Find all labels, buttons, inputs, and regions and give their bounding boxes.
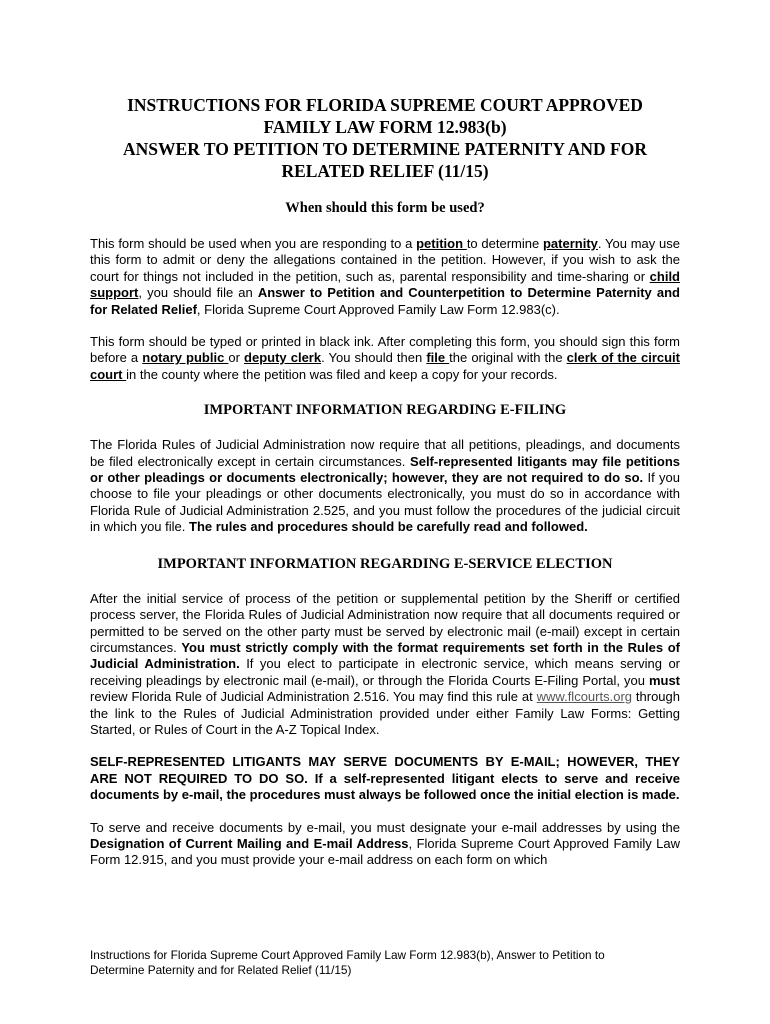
document-title	[90, 94, 680, 182]
eservice-heading: IMPORTANT INFORMATION REGARDING E-SERVICE ELECTION	[157, 555, 613, 572]
clerk-term: clerk of the circuit court	[90, 350, 680, 382]
footer-line-2: Determine Paternity and for Related Relief (11/15)	[90, 963, 352, 977]
eservice-paragraph-1: After the initial service of process of the petition or supplemental petition by the Sheriff or certified process server, the Florida Rules of Judicial Administration now require that all documents required or permitted to be served on the other party must be served by electronic mail (e-mail) except in certain circumstances. You must strictly comply with the format requirements set forth in the Rules of Judicial Administration. If you elect to participate in electronic service, which means serving or receiving pleadings by electronic mail (e-mail), or through the Florida Courts E-Filing Portal, you must review Florida Rule of Judicial Administration 2.516. You may find this rule at www.flcourts.org through the link to the Rules of Judicial Administration provided under either Family Law Forms: Getting Started, or Rules of Court in the A-Z Topical Index.	[90, 590, 681, 737]
file-term: file	[426, 350, 450, 366]
when-paragraph-2: This form should be typed or printed in black ink. After completing this form, you should sign this form before a notary public or deputy clerk. You should then file the original with the clerk of the circuit court in the county where the petition was filed and keep a copy for your records.	[90, 334, 680, 382]
title-line-1: INSTRUCTIONS FOR FLORIDA SUPREME COURT APPROVED	[127, 95, 643, 115]
document-page	[90, 94, 680, 869]
flcourts-link[interactable]: www.flcourts.org	[536, 689, 633, 705]
efiling-paragraph: The Florida Rules of Judicial Administration now require that all petitions, pleadings, and documents be filed electronically except in certain circumstances. Self-represented litigants may file petitions or other pleadings or documents electronically; however, they are not required to do so. If you choose to file your pleadings or other documents electronically, you must do so in accordance with Florida Rule of Judicial Administration 2.525, and you must follow the procedures of the judicial circuit in which you file. The rules and procedures should be carefully read and followed.	[90, 437, 680, 535]
when-paragraph-1: This form should be used when you are responding to a petition to determine paternity. You may use this form to admit or deny the allegations contained in the petition. However, if you wish to ask the court for things not included in the petition, such as, parental responsibility and time-sharing or child support, you should file an Answer to Petition and Counterpetition to Determine Paternity and for Related Relief, Florida Supreme Court Approved Family Law Form 12.983(c).	[90, 236, 681, 317]
when-heading: When should this form be used?	[285, 200, 485, 216]
title-line-4: RELATED RELIEF (11/15)	[281, 161, 489, 181]
eservice-paragraph-3: To serve and receive documents by e-mail, you must designate your e-mail addresses by using the Designation of Current Mailing and E-mail Address, Florida Supreme Court Approved Family Law Form 12.915, and you must provide your e-mail address on each form on which	[90, 819, 680, 868]
title-line-2: FAMILY LAW FORM 12.983(b)	[263, 117, 507, 137]
notary-public-term: notary public	[142, 350, 229, 366]
paternity-term: paternity	[542, 236, 598, 251]
child-support-term: child support	[90, 268, 680, 301]
efiling-heading: IMPORTANT INFORMATION REGARDING E-FILING	[203, 402, 567, 419]
eservice-paragraph-2: SELF-REPRESENTED LITIGANTS MAY SERVE DOCUMENTS BY E-MAIL; HOWEVER, THEY ARE NOT REQUIRED TO DO SO. If a self-represented litigant elects to serve and receive documents by e-mail, the procedures must always be followed once the initial election is made.	[90, 754, 680, 803]
deputy-clerk-term: deputy clerk	[244, 350, 322, 366]
counterpetition-form-title: Answer to Petition and Counterpetition to Determine Paternity and for Related Relief	[90, 285, 680, 317]
page-footer	[90, 948, 690, 978]
petition-term: petition	[416, 236, 467, 251]
footer-line-1: Instructions for Florida Supreme Court Approved Family Law Form 12.983(b), Answer to Petition to	[90, 948, 605, 962]
title-line-3: ANSWER TO PETITION TO DETERMINE PATERNITY AND FOR	[123, 139, 647, 159]
